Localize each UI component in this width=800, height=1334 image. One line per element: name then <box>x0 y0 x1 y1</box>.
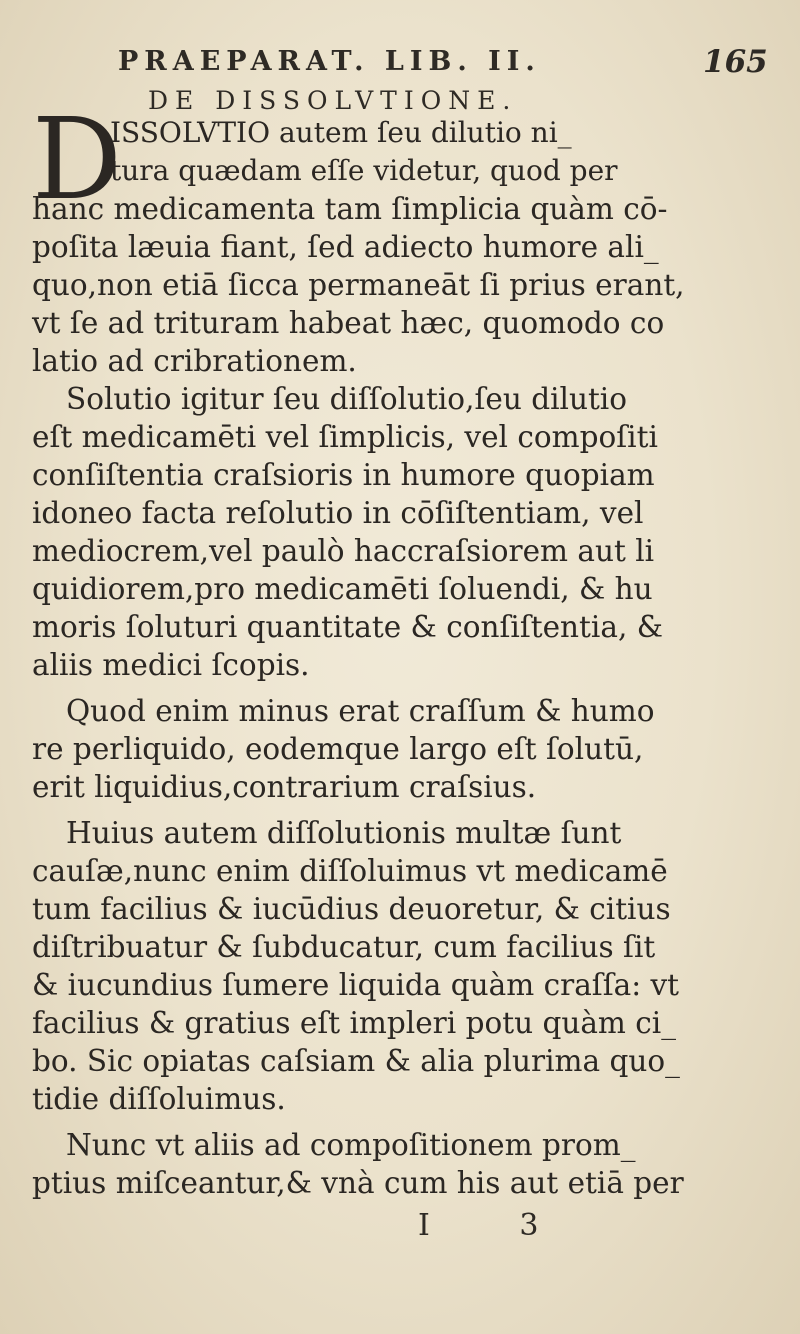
signature-mark: I 3 <box>418 1208 579 1243</box>
text-line: ISSOLVTIO autem ſeu dilutio ni_ <box>110 116 572 149</box>
text-line: poſita læuia fiant, ſed adiecto humore ali_ <box>32 230 659 264</box>
text-line: re perliquido, eodemque largo eſt ſolutū, <box>32 732 644 766</box>
text-line: mediocrem,vel paulò haccraſsiorem aut li <box>32 534 655 568</box>
text-line: latio ad cribrationem. <box>32 344 357 378</box>
text-line: tura quædam eſſe videtur, quod per <box>110 154 618 187</box>
text-line: quo,non etiā ſicca permaneāt ſi prius erant, <box>32 268 685 302</box>
text-line: eſt medicamēti vel ſimplicis, vel compoſiti <box>32 420 658 454</box>
text-line: erit liquidius,contrarium craſsius. <box>32 770 537 804</box>
text-line: & iucundius ſumere liquida quàm craſſa: vt <box>32 968 680 1002</box>
text-line: cauſæ,nunc enim diſſoluimus vt medicamē <box>32 854 668 888</box>
text-line: Huius autem diſſolutionis multæ ſunt <box>66 816 622 850</box>
text-line: diſtribuatur & ſubducatur, cum facilius ſit <box>32 930 656 964</box>
text-line: Solutio igitur ſeu diſſolutio,ſeu dilutio <box>66 382 628 416</box>
text-line: conſiſtentia craſsioris in humore quopiam <box>32 458 655 492</box>
text-line: vt ſe ad trituram habeat hæc, quomodo co <box>32 306 665 340</box>
section-title: DE DISSOLVTIONE. <box>148 86 518 115</box>
text-line: idoneo facta reſolutio in cōſiſtentiam, vel <box>32 496 644 530</box>
text-line: Quod enim minus erat craſſum & humo <box>66 694 655 728</box>
text-line: tum facilius & iucūdius deuoretur, & citius <box>32 892 671 926</box>
text-line: quidiorem,pro medicamēti ſoluendi, & hu <box>32 572 653 606</box>
text-line: facilius & gratius eſt impleri potu quàm ci_ <box>32 1006 676 1040</box>
text-line: moris ſoluturi quantitate & conſiſtentia, & <box>32 610 663 644</box>
text-line: aliis medici ſcopis. <box>32 648 310 682</box>
text-line: Nunc vt aliis ad compoſitionem prom_ <box>66 1128 636 1162</box>
text-line: hanc medicamenta tam ſimplicia quàm cō- <box>32 192 668 226</box>
running-head: PRAEPARAT. LIB. II. <box>118 46 541 77</box>
drop-cap-initial: D <box>32 95 122 225</box>
text-line: bo. Sic opiatas caſsiam & alia plurima quo_ <box>32 1044 680 1078</box>
text-line: tidie diſſoluimus. <box>32 1082 286 1116</box>
page-number: 165 <box>703 44 768 80</box>
text-line: ptius miſceantur,& vnà cum his aut etiā per <box>32 1166 684 1200</box>
